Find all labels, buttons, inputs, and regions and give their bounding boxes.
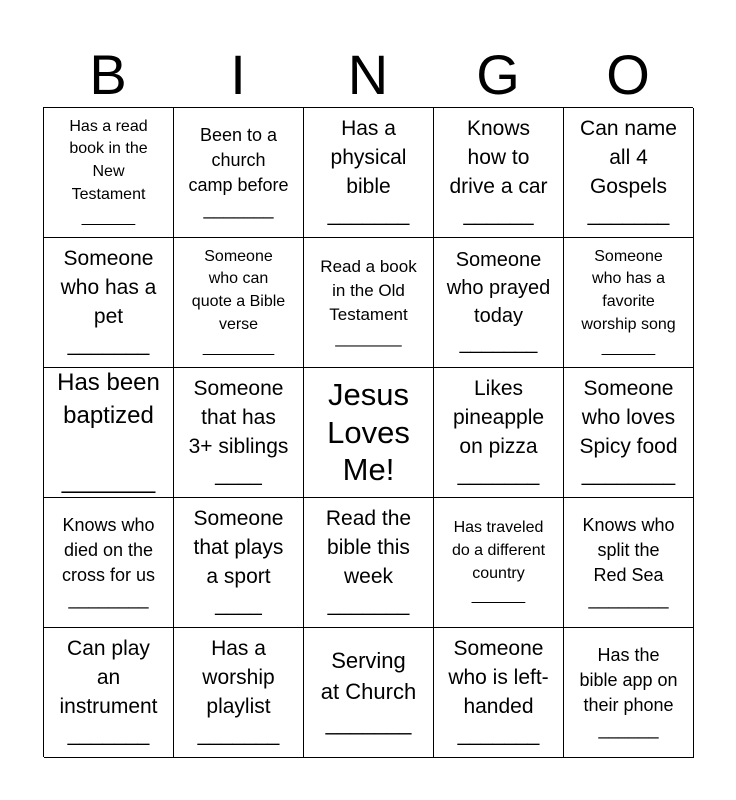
bingo-cell[interactable]: Someone that plays a sport ____ — [174, 498, 304, 628]
header-letter-i: I — [230, 43, 246, 106]
bingo-cell[interactable]: Likes pineapple on pizza _______ — [434, 368, 564, 498]
header-letter-o: O — [606, 43, 650, 106]
bingo-cell[interactable]: Someone that has 3+ siblings ____ — [174, 368, 304, 498]
bingo-cell[interactable]: Can name all 4 Gospels _______ — [564, 108, 694, 238]
bingo-cell[interactable]: Has a physical bible _______ — [304, 108, 434, 238]
free-space-cell[interactable]: Jesus Loves Me! — [304, 368, 434, 498]
bingo-cell[interactable]: Knows who died on the cross for us ________ — [44, 498, 174, 628]
header-letter-b: B — [89, 43, 127, 106]
header-letter-g: G — [476, 43, 520, 106]
bingo-cell[interactable]: Serving at Church _______ — [304, 628, 434, 758]
bingo-cell[interactable]: Has a read book in the New Testament ______ — [44, 108, 174, 238]
bingo-cell[interactable]: Read a book in the Old Testament _______ — [304, 238, 434, 368]
bingo-cell[interactable]: Can play an instrument _______ — [44, 628, 174, 758]
bingo-cell[interactable]: Knows how to drive a car ______ — [434, 108, 564, 238]
bingo-cell[interactable]: Read the bible this week _______ — [304, 498, 434, 628]
bingo-cell[interactable]: Has been baptized _______ — [44, 368, 174, 498]
bingo-cell[interactable]: Someone who has a pet _______ — [44, 238, 174, 368]
bingo-cell[interactable]: Someone who prayed today _______ — [434, 238, 564, 368]
bingo-cell[interactable]: Has a worship playlist _______ — [174, 628, 304, 758]
header-letter-n: N — [347, 43, 389, 106]
bingo-cell[interactable]: Someone who is left- handed _______ — [434, 628, 564, 758]
bingo-cell[interactable]: Someone who can quote a Bible verse ________ — [174, 238, 304, 368]
bingo-cell[interactable]: Knows who split the Red Sea ________ — [564, 498, 694, 628]
bingo-header — [43, 44, 693, 106]
bingo-cell[interactable]: Has the bible app on their phone ______ — [564, 628, 694, 758]
bingo-cell[interactable]: Someone who has a favorite worship song ______ — [564, 238, 694, 368]
bingo-grid — [43, 107, 693, 757]
bingo-cell[interactable]: Someone who loves Spicy food ________ — [564, 368, 694, 498]
bingo-cell[interactable]: Has traveled do a different country ______ — [434, 498, 564, 628]
bingo-cell[interactable]: Been to a church camp before _______ — [174, 108, 304, 238]
